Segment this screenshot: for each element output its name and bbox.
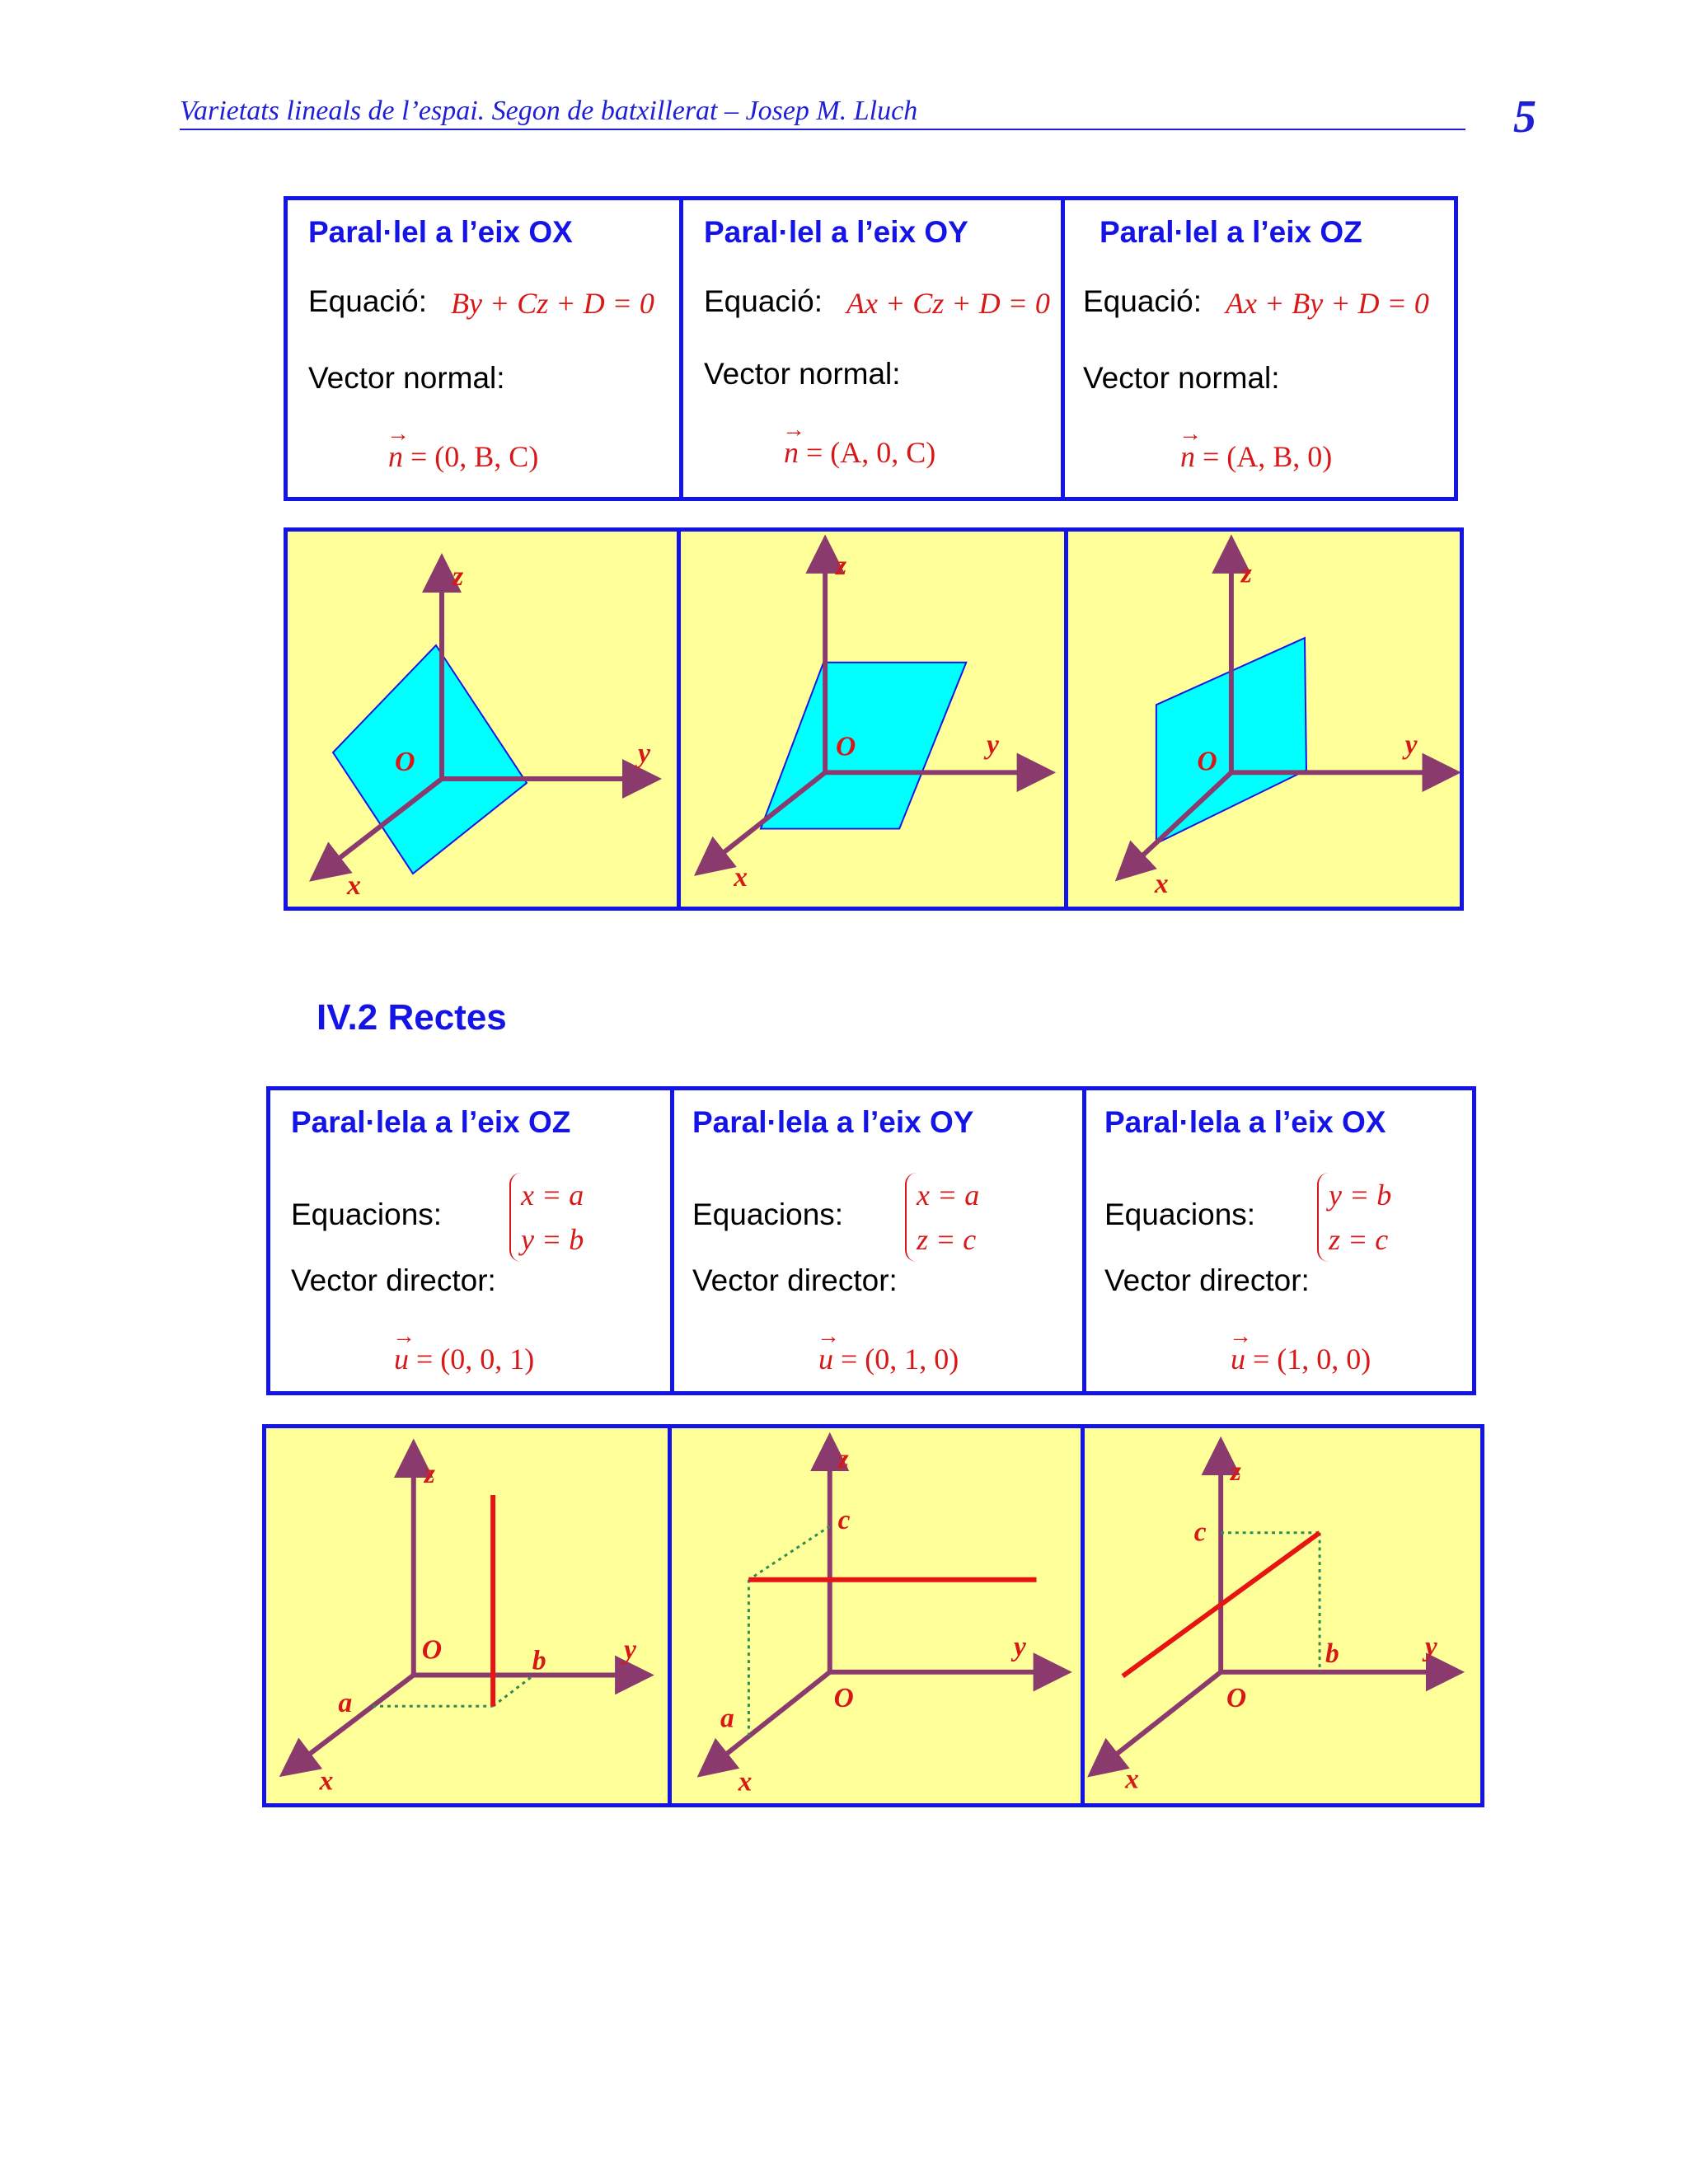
plane-equation: By + Cz + D = 0 — [451, 287, 654, 320]
y-label: y — [624, 1634, 637, 1666]
origin-label: O — [1197, 746, 1217, 777]
director-vector — [1231, 1342, 1371, 1376]
vector-value: = (0, 0, 1) — [416, 1343, 535, 1376]
header-title: Varietats lineals de l’espai. Segon de batxillerat – Josep M. Lluch — [180, 96, 918, 126]
line-figure-oy — [668, 1428, 1081, 1803]
plane-oz-diagram — [1068, 532, 1460, 907]
director-vector-label: Vector director: — [1104, 1263, 1310, 1297]
normal-vector-label: Vector normal: — [308, 361, 505, 395]
normal-vector — [1180, 439, 1332, 474]
z-label: z — [1231, 1455, 1242, 1487]
equation-1: y = b — [1329, 1179, 1392, 1212]
x-label: x — [1154, 868, 1169, 899]
vector-symbol: → u — [818, 1342, 833, 1376]
z-label: z — [1240, 558, 1252, 589]
x-label: x — [319, 1765, 334, 1797]
equation-system — [509, 1173, 584, 1262]
planes-info-table — [284, 196, 1458, 501]
vector-value: = (1, 0, 0) — [1253, 1343, 1372, 1376]
normal-vector-label: Vector normal: — [704, 357, 901, 391]
plane-figure-oz — [1064, 532, 1460, 907]
plane-title: Paral·lel a l’eix OZ — [1100, 215, 1362, 249]
plane-title: Paral·lel a l’eix OX — [308, 215, 573, 249]
y-label: y — [1425, 1632, 1437, 1663]
x-label: x — [347, 870, 361, 901]
origin-label: O — [421, 1634, 443, 1666]
line-title: Paral·lela a l’eix OY — [692, 1105, 974, 1139]
y-label: y — [1013, 1632, 1026, 1663]
b-label: b — [1325, 1638, 1339, 1670]
origin-label: O — [1226, 1683, 1247, 1714]
vector-symbol: → u — [394, 1342, 409, 1376]
z-label: z — [837, 1444, 849, 1475]
equations-label: Equacions: — [291, 1197, 443, 1231]
equation-label: Equació: — [704, 284, 823, 318]
z-label: z — [424, 1459, 435, 1490]
a-label: a — [338, 1688, 353, 1719]
equation-label: Equació: — [1083, 284, 1202, 318]
plane-figure-ox — [288, 532, 677, 907]
z-label: z — [835, 550, 847, 581]
plane-info-ox — [288, 200, 679, 497]
equation-system — [1317, 1173, 1391, 1262]
director-vector-label: Vector director: — [291, 1263, 496, 1297]
vector-symbol: → n — [784, 435, 799, 470]
equation-label: Equació: — [308, 284, 427, 318]
page-header — [180, 89, 1465, 130]
equation-2: z = c — [1329, 1223, 1389, 1256]
equation-1: x = a — [917, 1179, 980, 1212]
normal-vector-label: Vector normal: — [1083, 361, 1280, 395]
plane-oy-diagram — [681, 532, 1064, 907]
vector-symbol: → n — [388, 439, 403, 474]
x-label: x — [734, 861, 748, 893]
plane-figure-oy — [677, 532, 1064, 907]
equations-label: Equacions: — [1104, 1197, 1256, 1231]
x-axis — [295, 1675, 414, 1765]
lines-figure-row — [262, 1424, 1484, 1807]
equation-system — [905, 1173, 979, 1262]
a-label: a — [720, 1703, 734, 1734]
line-title: Paral·lela a l’eix OX — [1104, 1105, 1386, 1139]
line-info-oy — [670, 1090, 1082, 1391]
y-label: y — [987, 729, 999, 761]
line-figure-oz — [266, 1428, 668, 1803]
plane-info-oy — [679, 200, 1061, 497]
page-number: 5 — [1513, 91, 1536, 143]
equation-2: y = b — [521, 1223, 584, 1256]
director-vector — [394, 1342, 534, 1376]
director-vector — [818, 1342, 959, 1376]
z-label: z — [452, 561, 464, 592]
c-label: c — [837, 1504, 851, 1535]
plane-equation: Ax + Cz + D = 0 — [846, 287, 1050, 320]
vector-value: = (0, B, C) — [410, 440, 539, 473]
plane-equation: Ax + By + D = 0 — [1226, 287, 1429, 320]
line-info-oz — [270, 1090, 670, 1391]
line-title: Paral·lela a l’eix OZ — [291, 1105, 571, 1139]
x-label: x — [738, 1766, 753, 1797]
line-oy-diagram — [672, 1428, 1081, 1803]
x-axis — [1103, 1672, 1221, 1765]
line-oz-diagram — [266, 1428, 668, 1803]
vector-value: = (0, 1, 0) — [841, 1343, 959, 1376]
origin-label: O — [833, 1683, 854, 1714]
equation-1: x = a — [521, 1179, 584, 1212]
origin-label: O — [395, 747, 415, 777]
plane-title: Paral·lel a l’eix OY — [704, 215, 968, 249]
y-label: y — [1404, 729, 1418, 761]
vector-value: = (A, B, 0) — [1203, 440, 1333, 473]
c-label: c — [1193, 1516, 1207, 1548]
plane-surface — [761, 663, 966, 829]
equation-2: z = c — [917, 1223, 977, 1256]
b-label: b — [532, 1645, 546, 1676]
line-ox-diagram — [1085, 1428, 1480, 1803]
line-figure-ox — [1081, 1428, 1480, 1803]
dotted-guide — [493, 1675, 534, 1707]
plane-info-oz — [1061, 200, 1454, 497]
x-label: x — [1125, 1764, 1140, 1795]
vector-symbol: → u — [1231, 1342, 1245, 1376]
origin-label: O — [835, 731, 856, 762]
dotted-guide — [748, 1526, 829, 1580]
plane-ox-diagram — [288, 532, 677, 907]
equations-label: Equacions: — [692, 1197, 844, 1231]
director-vector-label: Vector director: — [692, 1263, 898, 1297]
vector-symbol: → n — [1180, 439, 1195, 474]
planes-figure-row — [284, 527, 1464, 911]
section-title: IV.2 Rectes — [316, 997, 507, 1038]
normal-vector — [388, 439, 538, 474]
vector-value: = (A, 0, C) — [806, 436, 936, 469]
normal-vector — [784, 435, 935, 470]
y-label: y — [638, 738, 651, 769]
line-info-ox — [1082, 1090, 1472, 1391]
lines-info-table — [266, 1086, 1476, 1395]
